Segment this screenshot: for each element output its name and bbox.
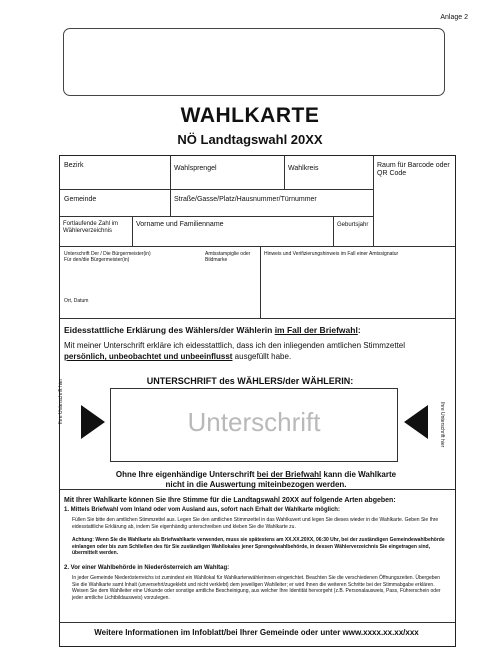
right-arrow-marker-icon: [404, 405, 428, 439]
name-label: Vorname und Familienname: [136, 221, 224, 228]
declaration-text: [64, 340, 449, 362]
left-arrow-marker-icon: [81, 405, 105, 439]
footer-info: Weitere Informationen im Infoblatt/bei Ihrer Gemeinde oder unter www.xxxx.xx.xx/xxx: [94, 628, 419, 637]
grid-line: [60, 622, 455, 623]
declaration-heading-colon: :: [357, 325, 361, 335]
grid-line: [260, 246, 261, 318]
warning-text-mid: kann die Wahlkarte: [321, 470, 397, 479]
signature-heading: UNTERSCHRIFT des WÄHLERS/der WÄHLERIN:: [146, 376, 354, 386]
signature-warning: [0, 470, 500, 490]
grid-line: [60, 246, 455, 247]
postal-vote-deadline: [72, 537, 447, 557]
register-number-label: Fortlaufende Zahl im Wählerverzeichnis: [63, 221, 119, 234]
address-window-box: [63, 28, 445, 96]
signature-side-label-right: Ihre Unterschrift hier: [439, 402, 445, 448]
declaration-text-emphasis: persönlich, unbeobachtet und unbeeinflusst: [64, 352, 233, 361]
election-day-heading: 2. Vor einer Wahlbehörde in Niederösterreich am Wahltag:: [64, 565, 230, 571]
verification-note-label: Hinweis und Verifizierungshinweis im Fall einer Amtssignatur: [264, 251, 399, 257]
signature-field[interactable]: [110, 388, 398, 462]
document-title: WAHLKARTE: [180, 104, 320, 127]
bezirk-label: Bezirk: [64, 162, 84, 169]
birth-year-label: Geburtsjahr: [337, 222, 369, 228]
barcode-area-label: Raum für Barcode oder QR Code: [377, 162, 450, 177]
signature-side-label-left: Ihre Unterschrift hier: [58, 378, 64, 424]
place-date-label: Ort, Datum: [64, 298, 89, 304]
wahlkreis-label: Wahlkreis: [288, 165, 319, 172]
annex-label: Anlage 2: [440, 14, 468, 21]
declaration-heading-text: Eidesstattliche Erklärung des Wählers/der Wählerin: [64, 325, 275, 335]
election-day-text: In jeder Gemeinde Niederösterreichs ist zumindest ein Wahllokal für Wahlkartenwählerinnen eingerichtet. Beachten Sie die verschiedenen Öffnungszeiten. Übergeben Sie die Wahlkarte samt Inhalt (unversehrt/zugeklebt und nicht verklebt) dem jeweiligen Wahlleiter; er wird Ihnen die weiteren Schritte bei der Stimmabgabe erklären. Weisen Sie dem Wahlleiter eine Urkunde oder sonstige amtliche Bescheinigung, aus welcher Ihre Identität hervorgeht (z.B. Personalausweis, Pass, Führerschein oder jeder amtliche Lichtbildausweis) vorzulegen.: [72, 575, 441, 601]
grid-line: [60, 318, 455, 319]
grid-line: [132, 216, 133, 246]
grid-line: [284, 156, 285, 189]
postal-vote-heading: 1. Mittels Briefwahl vom Inland oder vom Ausland aus, sofort nach Erhalt der Wahlkarte möglich:: [64, 507, 340, 513]
gemeinde-label: Gemeinde: [64, 196, 97, 203]
warning-text-start: Ohne Ihre eigenhändige Unterschrift: [115, 470, 257, 479]
warning-text-end: nicht in die Auswertung miteinbezogen werden.: [165, 480, 347, 489]
declaration-heading: [64, 325, 361, 335]
declaration-text-end: ausgefüllt habe.: [232, 352, 292, 361]
postal-vote-text: Füllen Sie bitte den amtlichen Stimmzettel aus. Legen Sie den amtlichen Stimmzettel in das Wahlkuvert und legen Sie dieses wieder in die Wahlkarte. Geben Sie Ihre eidesstattliche Erklärung ab, indem Sie eigenhändig unterschreiben und kleben Sie die Wahlkarte zu.: [72, 517, 439, 530]
postal-vote-deadline-text: Achtung: Wenn Sie die Wahlkarte als Briefwahlkarte verwenden, muss sie spätestens am XX.XX.20XX, 06:30 Uhr, bei der zuständigen Gemeindewahlbehörde einlangen oder bis zum Schließen des für Sie zuständigen Wahllokales jener Sprengelwahlbehörde, in dessen Wählerverzeichnis Sie eingetragen sind, übermittelt werden.: [72, 537, 445, 557]
declaration-text-start: Mit meiner Unterschrift erkläre ich eidesstattlich, dass ich den inliegenden amtlichen Stimmzettel: [64, 341, 406, 350]
grid-line: [373, 156, 374, 246]
warning-text-underlined: bei der Briefwahl: [256, 470, 322, 479]
wahlsprengel-label: Wahlsprengel: [174, 165, 217, 172]
grid-line: [170, 156, 171, 216]
declaration-heading-underlined: im Fall der Briefwahl: [274, 325, 358, 335]
voting-options-heading: Mit Ihrer Wahlkarte können Sie Ihre Stimme für die Landtagswahl 20XX auf folgende Arten abgeben:: [64, 497, 396, 504]
mayor-signature-label: Unterschrift Der / Die Bürgermeister(in) Für den/die Bürgermeister(in): [64, 251, 151, 263]
grid-line: [60, 189, 373, 190]
grid-line: [60, 216, 373, 217]
document-subtitle: NÖ Landtagswahl 20XX: [177, 132, 323, 147]
grid-line: [333, 216, 334, 246]
address-label: Straße/Gasse/Platz/Hausnummer/Türnummer: [174, 196, 317, 203]
official-seal-label: Amtsstampiglie oder Bildmarke: [205, 251, 251, 263]
signature-placeholder: Unterschrift: [187, 407, 321, 437]
